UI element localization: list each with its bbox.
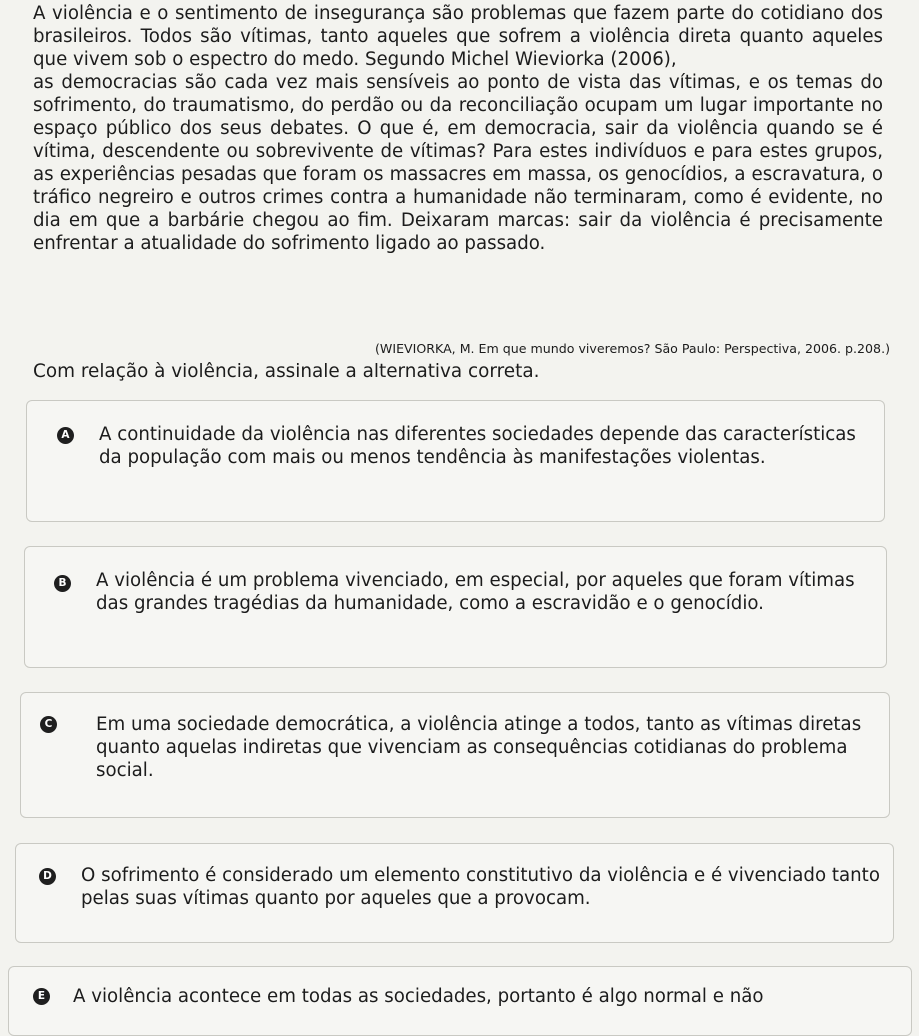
option-d-text: O sofrimento é considerado um elemento constitutivo da violência e é vivenciado tanto pelas suas vítimas quanto por aqueles que a provocam. (81, 865, 880, 909)
option-a[interactable] (26, 400, 885, 522)
option-e-text: A violência acontece em todas as sociedades, portanto é algo normal e não (73, 986, 764, 1007)
option-b-text: A violência é um problema vivenciado, em especial, por aqueles que foram vítimas das grandes tragédias da humanidade, como a escravidão e o genocídio. (96, 570, 855, 614)
option-c-text: Em uma sociedade democrática, a violência atinge a todos, tanto as vítimas diretas quanto aquelas indiretas que vivenciam as consequências cotidianas do problema social. (96, 714, 862, 781)
option-letter-e: E (33, 988, 50, 1005)
option-letter-c: C (40, 716, 57, 733)
option-e[interactable] (8, 966, 912, 1036)
option-letter-d: D (39, 868, 56, 885)
passage-quote: as democracias são cada vez mais sensíveis ao ponto de vista das vítimas, e os temas do sofrimento, do traumatismo, do perdão ou da reconciliação ocupam um lugar importante no espaço público dos seus debates. O que é, em democracia, sair da violência quando se é vítima, descendente ou sobrevivente de vítimas? Para estes indivíduos e para estes grupos, as experiências pesadas que foram os massacres em massa, os genocídios, a escravatura, o tráfico negreiro e outros crimes contra a humanidade não terminaram, como é evidente, no dia em que a barbárie chegou ao fim. Deixaram marcas: sair da violência é precisamente enfrentar a atualidade do sofrimento ligado ao passado. (33, 72, 883, 254)
option-a-text: A continuidade da violência nas diferentes sociedades depende das características da população com mais ou menos tendência às manifestações violentas. (99, 424, 856, 468)
option-c[interactable] (20, 692, 890, 818)
passage (33, 2, 883, 255)
option-d[interactable] (15, 843, 894, 943)
question-prompt: Com relação à violência, assinale a alternativa correta. (33, 361, 540, 382)
option-letter-b: B (54, 575, 71, 592)
passage-intro: A violência e o sentimento de insegurança são problemas que fazem parte do cotidiano dos brasileiros. Todos são vítimas, tanto aqueles que sofrem a violência direta quanto aqueles que vivem sob o espectro do medo. Segundo Michel Wieviorka (2006), (33, 3, 883, 70)
option-b[interactable] (24, 546, 887, 668)
citation: (WIEVIORKA, M. Em que mundo viveremos? São Paulo: Perspectiva, 2006. p.208.) (375, 341, 890, 356)
option-letter-a: A (57, 427, 74, 444)
